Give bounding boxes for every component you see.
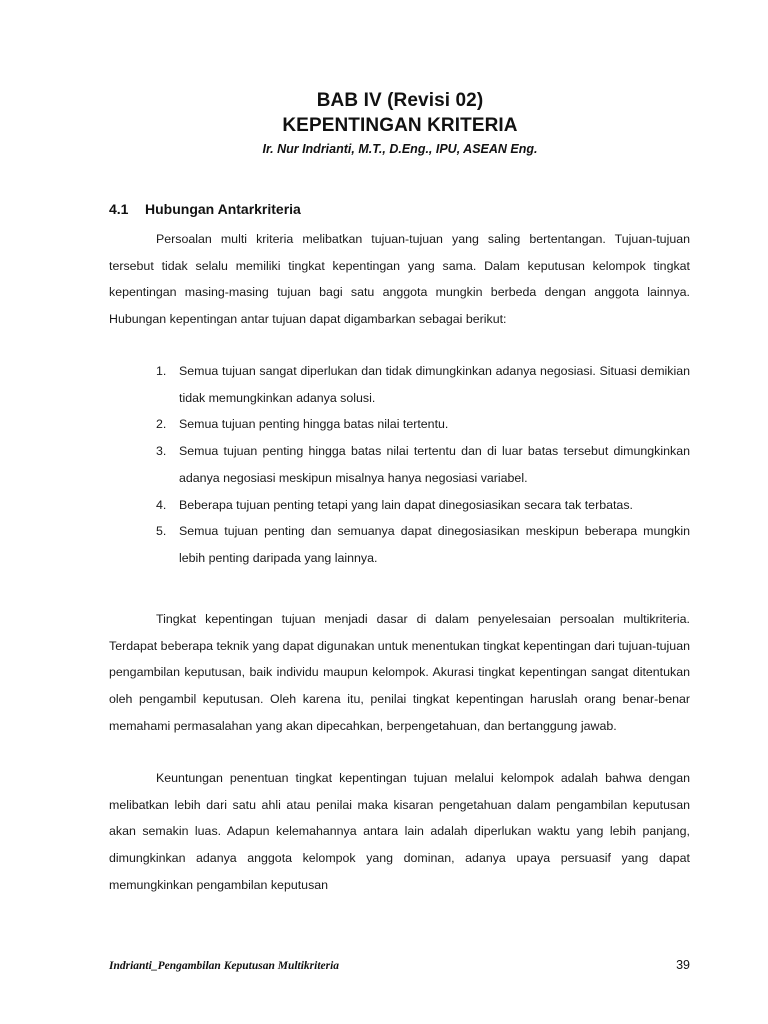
footer-book-title: Indrianti_Pengambilan Keputusan Multikriteria — [109, 960, 340, 972]
numbered-list — [156, 358, 690, 572]
list-item-text: Semua tujuan penting hingga batas nilai tertentu dan di luar batas tersebut dimungkinkan adanya negosiasi meskipun misalnya hanya negosiasi variabel. — [179, 444, 690, 485]
list-item — [156, 411, 690, 438]
paragraph-third — [109, 765, 690, 899]
list-item — [156, 518, 690, 571]
list-item-number: 3. — [156, 444, 167, 459]
list-item-number: 1. — [156, 364, 167, 378]
section-heading — [109, 200, 301, 218]
author-line: Ir. Nur Indrianti, M.T., D.Eng., IPU, ASEAN Eng. — [262, 142, 538, 156]
list-item-text: Beberapa tujuan penting tetapi yang lain dapat dinegosiasikan secara tak terbatas. — [179, 497, 633, 512]
paragraph-text: Tingkat kepentingan tujuan menjadi dasar di dalam penyelesaian persoalan multikriteria. Terdapat beberapa teknik yang dapat digunakan untuk menentukan tingkat kepentingan dari tujuan-tujuan pengambilan keputusan, baik individu maupun kelompok. Akurasi tingkat kepentingan sangat ditentukan oleh pengambil keputusan. Oleh karena itu, penilai tingkat kepentingan haruslah orang benar-benar memahami permasalahan yang akan dipecahkan, berpengetahuan, dan bertanggung jawab. — [109, 612, 690, 733]
section-number: 4.1 — [109, 201, 129, 217]
section-title: Hubungan Antarkriteria — [145, 201, 301, 217]
list-item-number: 4. — [156, 497, 167, 512]
chapter-title-block — [0, 88, 768, 158]
list-item-number: 2. — [156, 417, 167, 432]
chapter-title: BAB IV (Revisi 02) — [316, 90, 484, 111]
list-item-text: Semua tujuan penting hingga batas nilai tertentu. — [179, 417, 449, 432]
list-item — [156, 438, 690, 491]
list-item-text: Semua tujuan penting dan semuanya dapat dinegosiasikan meskipun beberapa mungkin lebih penting daripada yang lainnya. — [179, 524, 690, 565]
paragraph-text: Persoalan multi kriteria melibatkan tujuan-tujuan yang saling bertentangan. Tujuan-tujuan tersebut tidak selalu memiliki tingkat kepentingan yang sama. Dalam keputusan kelompok tingkat kepentingan masing-masing tujuan bagi satu anggota mungkin berbeda dengan anggota lainnya. Hubungan kepentingan antar tujuan dapat digambarkan sebagai berikut: — [109, 232, 690, 327]
list-item — [156, 358, 690, 411]
paragraph-text: Keuntungan penentuan tingkat kepentingan tujuan melalui kelompok adalah bahwa dengan melibatkan lebih dari satu ahli atau penilai maka kisaran pengetahuan dalam pengambilan keputusan akan semakin luas. Adapun kelemahannya antara lain adalah diperlukan waktu yang lebih panjang, dimungkinkan adanya anggota kelompok yang dominan, adanya upaya persuasif yang dapat memungkinkan pengambilan keputusan — [109, 771, 690, 892]
chapter-subtitle: KEPENTINGAN KRITERIA — [282, 115, 518, 136]
paragraph-intro — [109, 226, 690, 333]
footer-page-number: 39 — [676, 958, 690, 972]
paragraph-second — [109, 606, 690, 740]
list-item-number: 5. — [156, 524, 167, 539]
list-item — [156, 492, 690, 519]
list-item-text: Semua tujuan sangat diperlukan dan tidak dimungkinkan adanya negosiasi. Situasi demikian tidak memungkinkan adanya solusi. — [179, 364, 690, 405]
